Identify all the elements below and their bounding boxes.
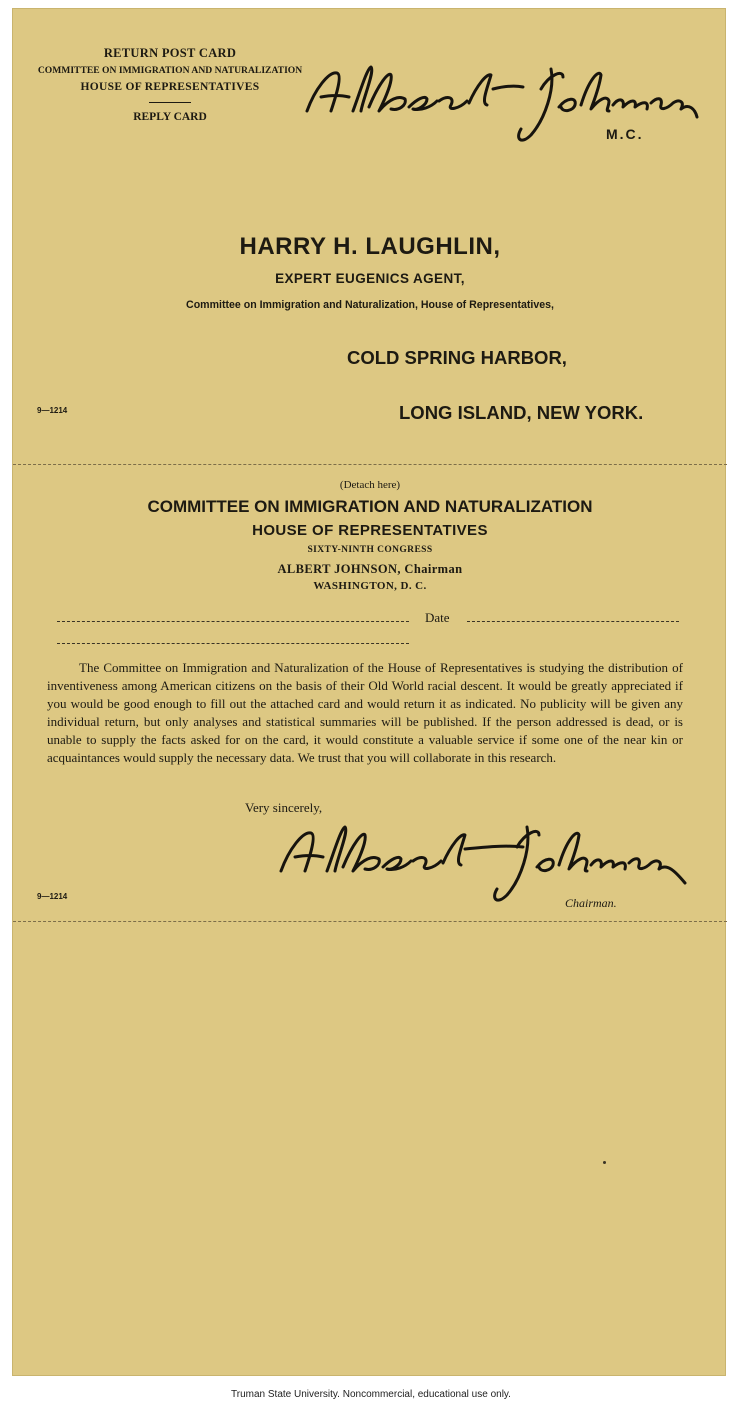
letterhead-committee: COMMITTEE ON IMMIGRATION AND NATURALIZATION <box>147 497 593 516</box>
address-blank-line <box>57 643 409 644</box>
letter-body: The Committee on Immigration and Naturalization of the House of Representatives is studying the distribution of inventiveness among American citizens on the basis of their Old World racial descent. It would be greatly appreciated if you would be good enough to fill out the attached card and would return it as indicated. No publicity will be given any individual return, but only analyses and statistical summaries will be published. If the person addressed is dead, or is unable to supply the facts asked for on the card, it would constitute a valuable service if some one of the near kin or acquaintances would supply the necessary data. We trust that you will collaborate in this research. <box>47 660 683 766</box>
mc-suffix: M.C. <box>606 126 644 142</box>
address-city: COLD SPRING HARBOR, <box>347 347 567 368</box>
addressee-committee: Committee on Immigration and Naturalization, House of Representatives, <box>186 299 554 311</box>
detach-here-label: (Detach here) <box>339 479 401 491</box>
date-blank-line <box>467 621 679 622</box>
return-committee-name: COMMITTEE ON IMMIGRATION AND NATURALIZATION <box>37 65 303 76</box>
return-post-card-title: RETURN POST CARD <box>103 46 237 60</box>
date-label: Date <box>425 610 450 625</box>
return-house-name: HOUSE OF REPRESENTATIVES <box>80 81 260 93</box>
letterhead-congress: SIXTY-NINTH CONGRESS <box>307 545 433 555</box>
return-address-block <box>35 45 305 126</box>
top-signature-name: Albert Johnson <box>309 69 316 70</box>
addressee-title: EXPERT EUGENICS AGENT, <box>275 271 465 286</box>
archive-credit: Truman State University. Noncommercial, educational use only. <box>231 1389 511 1400</box>
form-code-bottom: 9—1214 <box>37 892 68 901</box>
letterhead-city: WASHINGTON, D. C. <box>313 580 427 592</box>
paper-speck <box>603 1161 606 1164</box>
addressee-name: HARRY H. LAUGHLIN, <box>239 233 501 260</box>
name-blank-line <box>57 621 409 622</box>
form-code-top: 9—1214 <box>37 406 68 415</box>
perforation-line-lower <box>13 921 727 922</box>
bottom-signature-name: Albert Johnson <box>283 833 290 834</box>
signer-title: Chairman. <box>565 896 617 910</box>
letterhead-house: HOUSE OF REPRESENTATIVES <box>252 522 488 539</box>
reply-card-label: REPLY CARD <box>133 111 207 123</box>
letterhead-chairman: ALBERT JOHNSON, Chairman <box>277 562 463 576</box>
return-divider <box>149 102 191 103</box>
albert-johnson-signature-bottom <box>275 813 695 913</box>
address-state: LONG ISLAND, NEW YORK. <box>399 402 644 423</box>
perforation-line-upper <box>13 464 727 465</box>
reply-card <box>12 8 726 1376</box>
letter-closing: Very sincerely, <box>245 800 323 815</box>
